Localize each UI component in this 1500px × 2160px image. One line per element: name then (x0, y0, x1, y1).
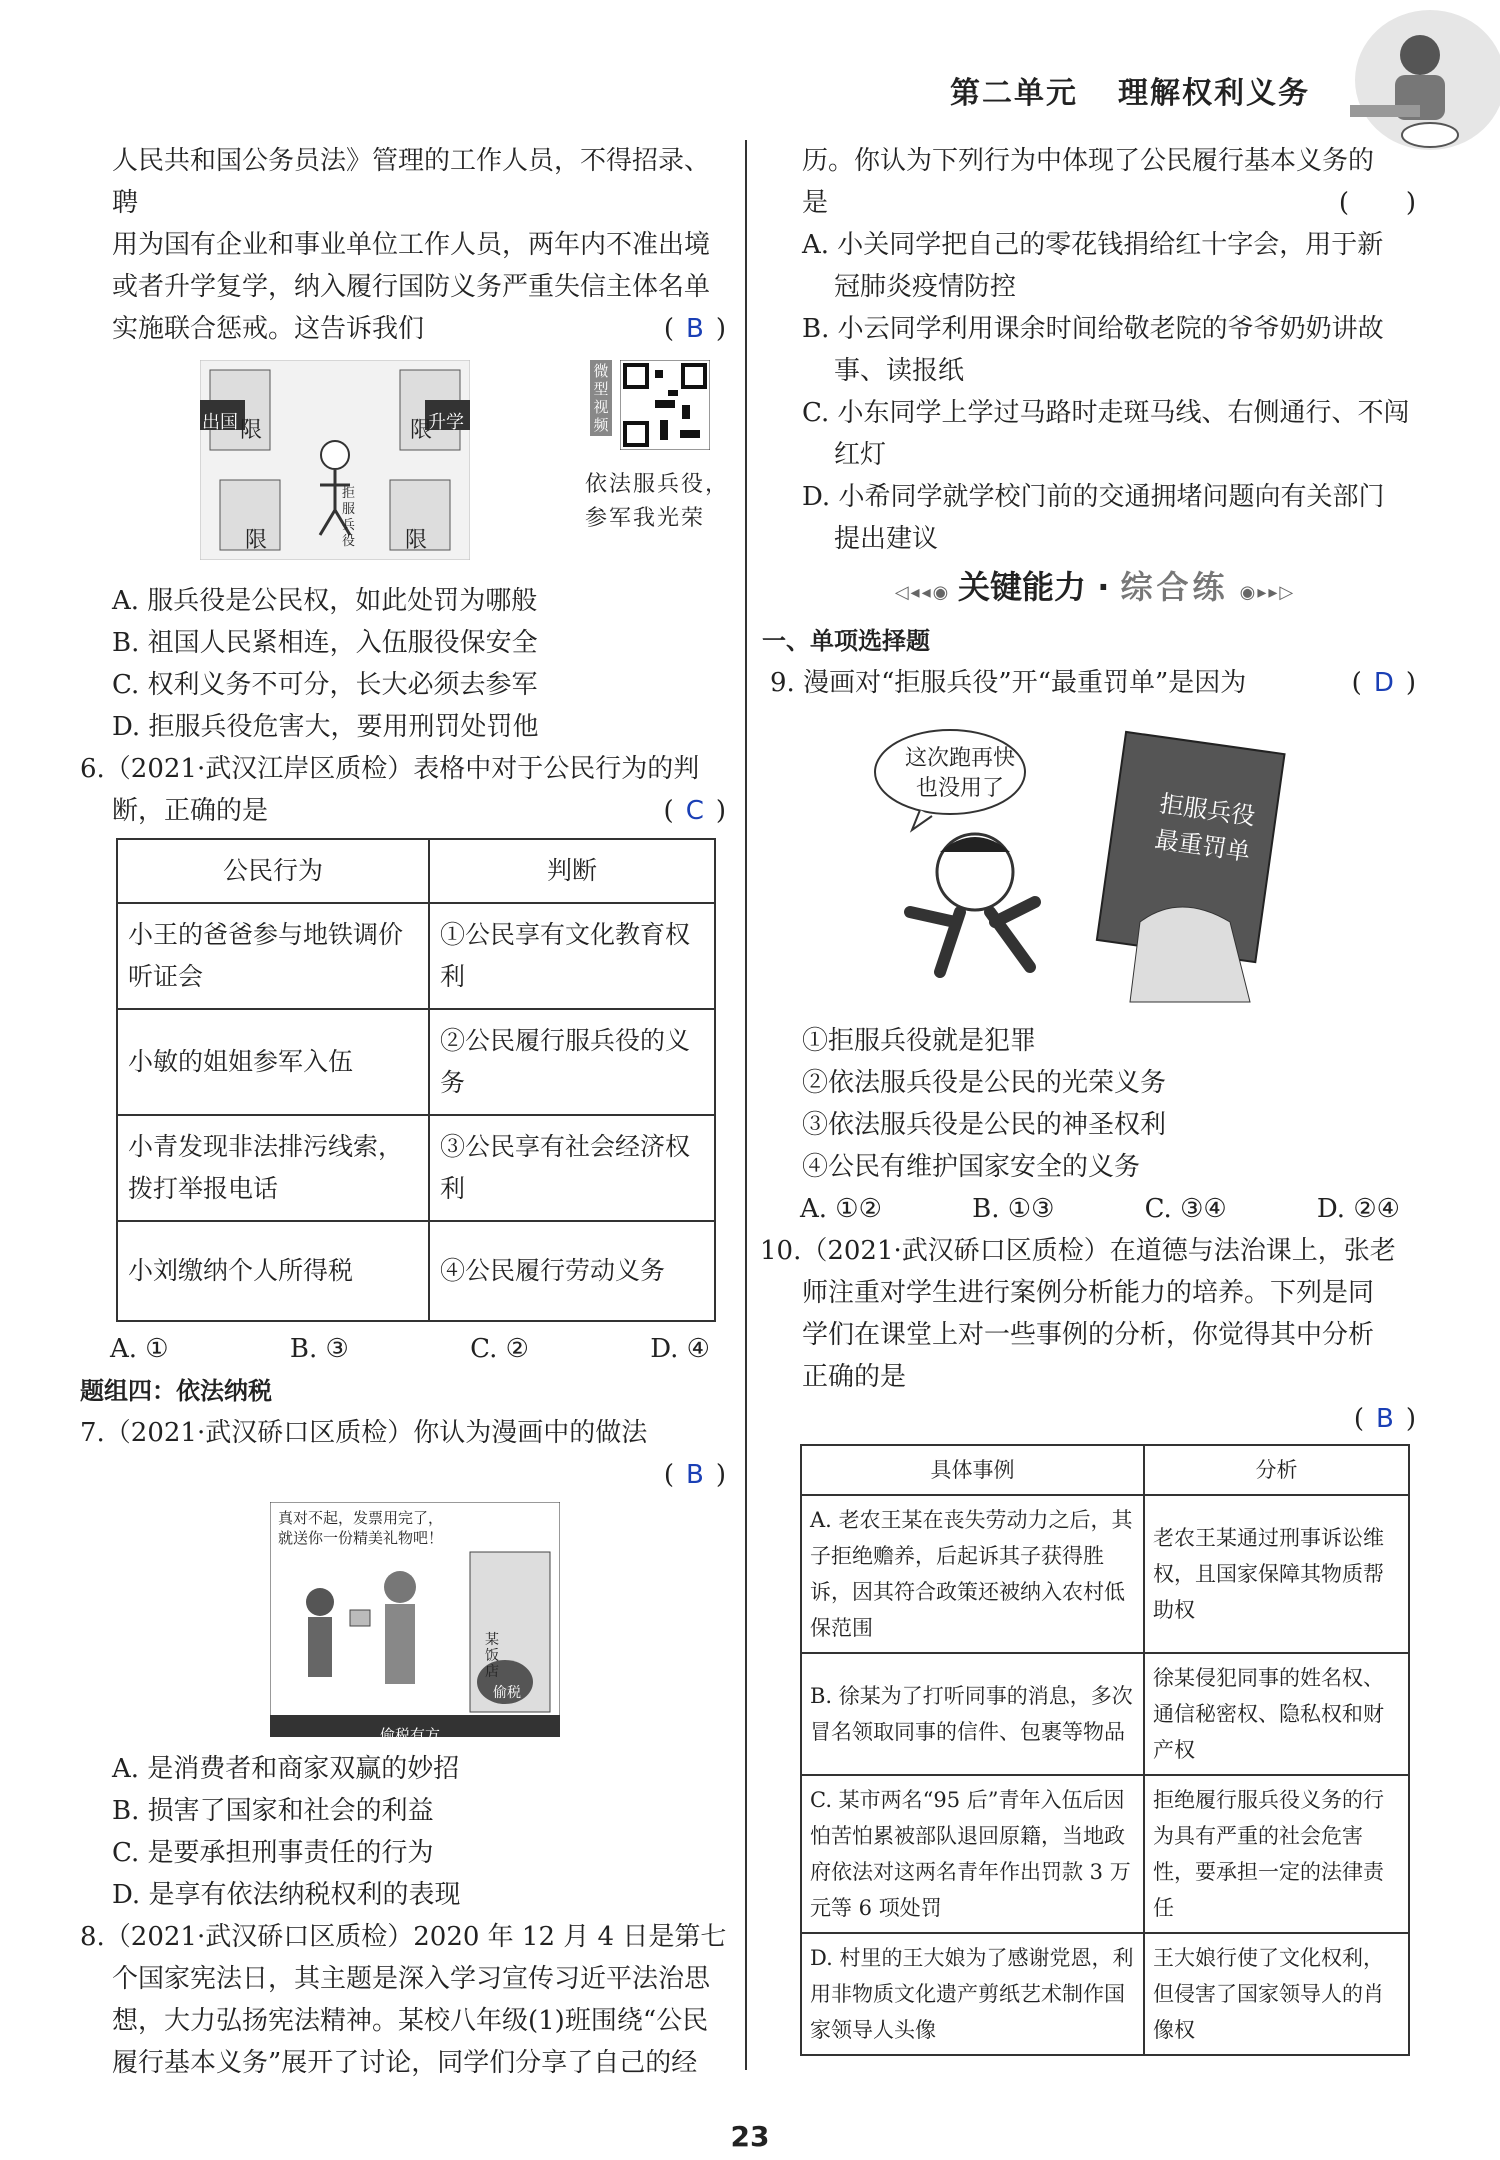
q5-line (80, 308, 730, 350)
table-cell: ①公民享有文化教育权利 (429, 903, 715, 1009)
right-column (760, 140, 1420, 2056)
table-cell: 小敏的姐姐参军入伍 (117, 1009, 429, 1115)
q9-item: ④公民有维护国家安全的义务 (802, 1152, 1141, 1182)
q5-option: C. 权利义务不可分，长大必须去参军 (112, 670, 538, 700)
table-cell: 王大娘行使了文化权利，但侵害了国家领导人的肖像权 (1144, 1933, 1409, 2055)
q10-answer: ( B ) (1353, 1404, 1420, 1434)
table-cell: 老农王某通过刑事诉讼维权，且国家保障其物质帮助权 (1144, 1495, 1409, 1653)
q10-stem (770, 1356, 1420, 1398)
q9-speech-line: 这次跑再快 (904, 746, 1015, 771)
fig-label-limit: 限 (240, 418, 263, 443)
table-row (801, 1775, 1409, 1933)
table-cell: ③公民享有社会经济权利 (429, 1115, 715, 1221)
q8-option: 提出建议 (834, 524, 939, 554)
q6-answer: ( C ) (663, 796, 730, 826)
q7-option: A. 是消费者和商家双赢的妙招 (112, 1754, 460, 1784)
table-cell: 小刘缴纳个人所得税 (117, 1221, 429, 1321)
q10-stem: 师注重对学生进行案例分析能力的培养。下列是同 (802, 1278, 1375, 1308)
qr-label: 微型视频 (590, 360, 612, 436)
q10-stem: 学们在课堂上对一些事例的分析，你觉得其中分析 (802, 1320, 1375, 1350)
table-row (801, 1495, 1409, 1653)
q6-option: B. ③ (289, 1334, 349, 1364)
q9-speech (895, 744, 1025, 804)
table-row (117, 1009, 715, 1115)
section-subtitle: 综合练 (1120, 568, 1229, 606)
q7-answer-value: B (686, 1460, 708, 1490)
fig-label-limit: 限 (410, 418, 433, 443)
page-number-value: 23 (730, 2120, 770, 2153)
page-number (690, 2120, 810, 2153)
q10-stem: 10.（2021·武汉硚口区质检）在道德与法治课上，张老 (760, 1236, 1396, 1266)
q9-answer-value: D (1373, 668, 1398, 698)
q7-option: C. 是要承担刑事责任的行为 (112, 1838, 434, 1868)
q9-option: B. ①③ (972, 1194, 1055, 1224)
group-heading: 题组四：依法纳税 (80, 1377, 272, 1405)
fig-label-refuse: 拒服兵役 (342, 486, 356, 549)
q8-option: A. 小关同学把自己的零花钱捐给红十字会，用于新 (802, 230, 1384, 260)
q9-speech-line: 也没用了 (915, 776, 1004, 801)
q8-stem: 履行基本义务”展开了讨论，同学们分享了自己的经 (112, 2048, 698, 2078)
qr-code-icon[interactable] (620, 360, 710, 450)
table-header: 判断 (429, 839, 715, 903)
q8-option: 事、读报纸 (834, 356, 965, 386)
q6-option: C. ② (470, 1334, 529, 1364)
page-header (950, 68, 1310, 112)
q9-options (770, 1188, 1420, 1230)
q10-table (800, 1444, 1410, 2056)
left-column (80, 140, 730, 2084)
q6-answer-value: C (685, 796, 708, 826)
q9-item: ②依法服兵役是公民的光荣义务 (802, 1068, 1167, 1098)
q8-option: 冠肺炎疫情防控 (834, 272, 1017, 302)
q7-option: B. 损害了国家和社会的利益 (112, 1796, 434, 1826)
q10-stem-text: 正确的是 (802, 1362, 907, 1392)
q7-door-label: 某饭店 (485, 1632, 499, 1680)
q6-options (80, 1328, 730, 1370)
q9-item: ③依法服兵役是公民的神圣权利 (802, 1110, 1167, 1140)
q9-option: D. ②④ (1316, 1194, 1400, 1224)
q10-answer-line (770, 1398, 1420, 1440)
q9-item: ①拒服兵役就是犯罪 (802, 1026, 1037, 1056)
q5-figure (80, 360, 730, 570)
fig-label-limit: 限 (405, 528, 428, 553)
q7-figure (80, 1502, 730, 1742)
fig-label-limit: 限 (245, 528, 268, 553)
q5-option: B. 祖国人民紧相连，入伍服役保安全 (112, 628, 538, 658)
table-row (801, 1653, 1409, 1775)
q8-option: C. 小东同学上学过马路时走斑马线、右侧通行、不闯 (802, 398, 1410, 428)
q9-card-line: 拒服兵役 (1158, 789, 1257, 831)
banner-arrows-left-icon: ◁◂◂◉ (894, 582, 959, 603)
q5-answer-value: B (686, 314, 708, 344)
q7-answer: ( B ) (663, 1460, 730, 1490)
cartoon-hands-restrict-icon (200, 360, 470, 560)
table-header: 具体事例 (801, 1445, 1144, 1495)
q8-stem: 历。你认为下列行为中体现了公民履行基本义务的 (802, 146, 1375, 176)
q8-stem: 想，大力弘扬宪法精神。某校八年级(1)班围绕“公民 (112, 2006, 709, 2036)
q5-line: 或者升学复学，纳入履行国防义务严重失信主体名单 (112, 272, 711, 302)
qr-caption-line: 参军我光荣 (585, 506, 706, 531)
q5-option: A. 服兵役是公民权，如此处罚为哪般 (112, 586, 538, 616)
q9-option: C. ③④ (1144, 1194, 1227, 1224)
table-row (117, 1115, 715, 1221)
q10-answer-value: B (1376, 1404, 1398, 1434)
q7-speech-line: 就送你一份精美礼物吧！ (278, 1529, 444, 1547)
q6-table (116, 838, 716, 1322)
banner-arrows-right-icon: ◉▸▸▷ (1239, 582, 1296, 603)
table-cell: ②公民履行服兵役的义务 (429, 1009, 715, 1115)
table-cell: B. 徐某为了打听同事的消息，多次冒名领取同事的信件、包裹等物品 (801, 1653, 1144, 1775)
table-cell: 拒绝履行服兵役义务的行为具有严重的社会危害性，要承担一定的法律责任 (1144, 1775, 1409, 1933)
q7-option: D. 是享有依法纳税权利的表现 (112, 1880, 461, 1910)
q9-card-line: 最重罚单 (1153, 825, 1252, 867)
q9-stem (770, 662, 1420, 704)
subsection-heading: 一、单项选择题 (762, 627, 930, 655)
q5-answer: ( B ) (663, 314, 730, 344)
q8-stem-text: 是 (802, 188, 829, 218)
table-cell: C. 某市两名“95 后”青年入伍后因怕苦怕累被部队退回原籍，当地政府依法对这两名青年作出罚款 3 万元等 6 项处罚 (801, 1775, 1144, 1933)
q7-caption: 偷税有方 (380, 1726, 441, 1744)
q9-stem-text: 9. 漫画对“拒服兵役”开“最重罚单”是因为 (770, 668, 1247, 698)
q8-answer-value (1353, 188, 1369, 218)
table-cell: 小王的爸爸参与地铁调价听证会 (117, 903, 429, 1009)
q7-bag-label: 偷税 (493, 1685, 521, 1701)
q9-answer: ( D ) (1351, 668, 1420, 698)
qr-caption-line: 依法服兵役， (585, 472, 730, 497)
table-cell: 徐某侵犯同事的姓名权、通信秘密权、隐私权和财产权 (1144, 1653, 1409, 1775)
fig-label-study: 升学 (428, 412, 464, 433)
q6-stem (80, 790, 730, 832)
q6-stem: 6.（2021·武汉江岸区质检）表格中对于公民行为的判 (80, 754, 700, 784)
q5-line: 用为国有企业和事业单位工作人员，两年内不准出境 (112, 230, 711, 260)
q8-option: B. 小云同学利用课余时间给敬老院的爷爷奶奶讲故 (802, 314, 1384, 344)
table-row (117, 903, 715, 1009)
q8-stem: 8.（2021·武汉硚口区质检）2020 年 12 月 4 日是第七 (80, 1922, 727, 1952)
fig-label-abroad: 出国 (202, 412, 238, 433)
table-cell: ④公民履行劳动义务 (429, 1221, 715, 1321)
table-header: 分析 (1144, 1445, 1409, 1495)
unit-title: 理解权利义务 (1118, 76, 1310, 111)
q8-stem: 个国家宪法日，其主题是深入学习宣传习近平法治思 (112, 1964, 711, 1994)
q7-speech-line: 真对不起，发票用完了， (278, 1509, 444, 1527)
q7-speech (278, 1508, 443, 1548)
q7-answer-line (80, 1454, 730, 1496)
table-cell: 小青发现非法排污线索，拨打举报电话 (117, 1115, 429, 1221)
table-cell: A. 老农王某在丧失劳动力之后，其子拒绝赡养，后起诉其子获得胜诉，因其符合政策还被纳入农村低保范围 (801, 1495, 1144, 1653)
unit-label: 第二单元 (950, 76, 1078, 111)
table-header: 公民行为 (117, 839, 429, 903)
q6-option: D. ④ (650, 1334, 710, 1364)
q7-stem: 7.（2021·武汉硚口区质检）你认为漫画中的做法 (80, 1418, 648, 1448)
q6-option: A. ① (110, 1334, 169, 1364)
column-divider (745, 140, 747, 2070)
table-row (117, 1221, 715, 1321)
student-reading-icon (1310, 0, 1500, 160)
q6-stem-text: 断，正确的是 (112, 796, 269, 826)
q5-line-text: 实施联合惩戒。这告诉我们 (112, 314, 425, 344)
q8-answer: ( ) (1338, 188, 1420, 218)
q8-option: D. 小希同学就学校门前的交通拥堵问题向有关部门 (802, 482, 1385, 512)
q8-stem (770, 182, 1420, 224)
section-banner (770, 566, 1420, 614)
q8-option: 红灯 (834, 440, 887, 470)
table-cell: D. 村里的王大娘为了感谢党恩，利用非物质文化遗产剪纸艺术制作国家领导人头像 (801, 1933, 1144, 2055)
qr-caption (585, 468, 729, 536)
q9-option: A. ①② (800, 1194, 882, 1224)
table-row (801, 1933, 1409, 2055)
dot-separator-icon: · (1097, 568, 1110, 606)
q5-line: 人民共和国公务员法》管理的工作人员，不得招录、聘 (112, 146, 711, 218)
q5-option: D. 拒服兵役危害大，要用刑罚处罚他 (112, 712, 539, 742)
q9-figure (770, 712, 1420, 1012)
section-title: 关键能力 (958, 568, 1087, 606)
